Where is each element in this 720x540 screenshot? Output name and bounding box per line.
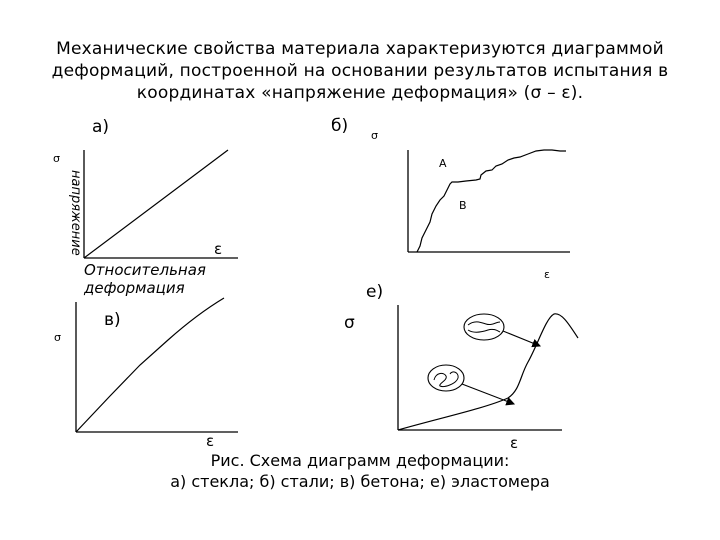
panel-v-diagram: [76, 298, 238, 432]
panel-e-diagram: [398, 305, 578, 430]
title-line-3: координатах «напряжение деформация» (σ – ε).: [136, 83, 584, 103]
caption-line-1: Рис. Схема диаграмм деформации:: [210, 451, 510, 470]
panel-e-letter: е): [366, 282, 384, 302]
panel-a-ylabel: напряжение: [68, 170, 83, 256]
panel-e-curve: [398, 314, 578, 430]
panel-b-diagram: [408, 150, 570, 252]
panel-a-letter: а): [92, 117, 110, 137]
panel-b-point-a: А: [439, 157, 447, 170]
panel-v-curve: [76, 298, 224, 432]
title-line-2: деформаций, построенной на основании результатов испытания в: [51, 61, 669, 81]
figure-caption: [150, 450, 570, 492]
arrow-coiled: [462, 384, 514, 404]
panel-a-sigma: σ: [53, 152, 60, 165]
arrow-stretched: [503, 331, 540, 346]
title-line-1: Механические свойства материала характеризуются диаграммой: [56, 39, 664, 59]
caption-line-2: а) стекла; б) стали; в) бетона; е) эластомера: [170, 472, 550, 491]
coiled-chain-icon: [434, 372, 458, 387]
panel-b-sigma: σ: [371, 129, 378, 142]
panel-a-xlabel: [84, 261, 206, 297]
panel-a-epsilon: ε: [214, 240, 223, 258]
panel-a-xlabel-line-1: Относительная: [84, 261, 206, 279]
panel-b-epsilon: ε: [544, 268, 550, 281]
panel-a-curve: [84, 150, 228, 258]
panel-v-sigma: σ: [54, 331, 61, 344]
stretched-chain-icon: [468, 322, 500, 332]
panel-e-epsilon: ε: [510, 434, 519, 452]
panel-b-letter: б): [331, 116, 349, 136]
panel-b-point-b: В: [459, 199, 467, 212]
panel-e-sigma: σ: [344, 313, 355, 333]
panel-v-epsilon: ε: [206, 432, 215, 450]
panel-a-xlabel-line-2: деформация: [84, 279, 185, 297]
panel-v-letter: в): [104, 310, 121, 330]
stretched-molecule-icon: [464, 314, 504, 340]
